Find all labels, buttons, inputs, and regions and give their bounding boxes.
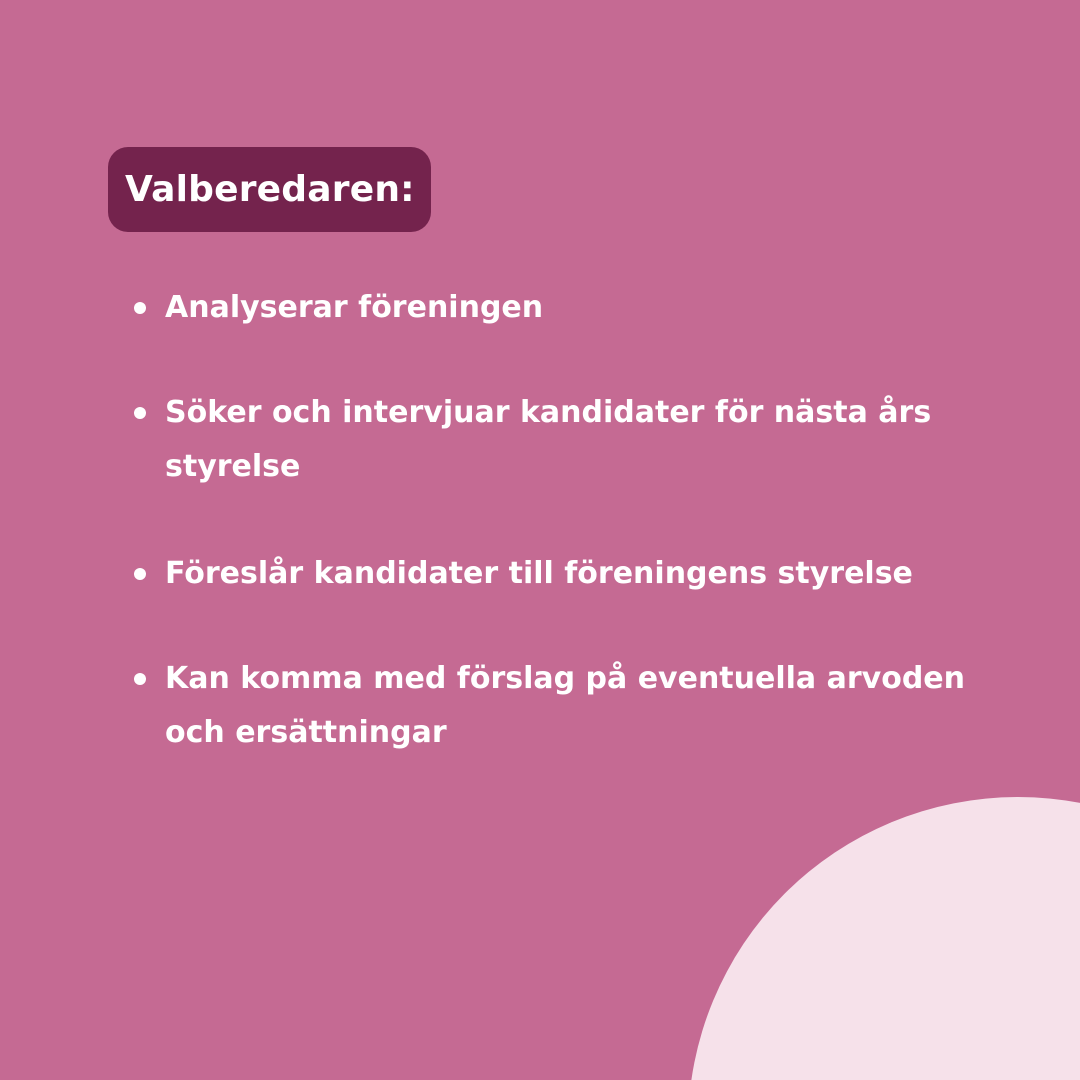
bullet-icon: [134, 568, 146, 580]
bullet-icon: [134, 673, 146, 685]
list-item-text: Föreslår kandidater till föreningens styrelse: [165, 556, 913, 591]
list-item-text: Söker och intervjuar kandidater för nästa års styrelse: [165, 395, 932, 484]
decorative-circle: [688, 797, 1080, 1080]
list-item-text: Analyserar föreningen: [165, 290, 544, 325]
bullet-icon: [134, 302, 146, 314]
title-badge: [108, 147, 431, 232]
bullet-icon: [134, 407, 146, 419]
list-item-text: Kan komma med förslag på eventuella arvoden och ersättningar: [165, 661, 965, 750]
slide-title: Valberedaren:: [125, 168, 415, 210]
